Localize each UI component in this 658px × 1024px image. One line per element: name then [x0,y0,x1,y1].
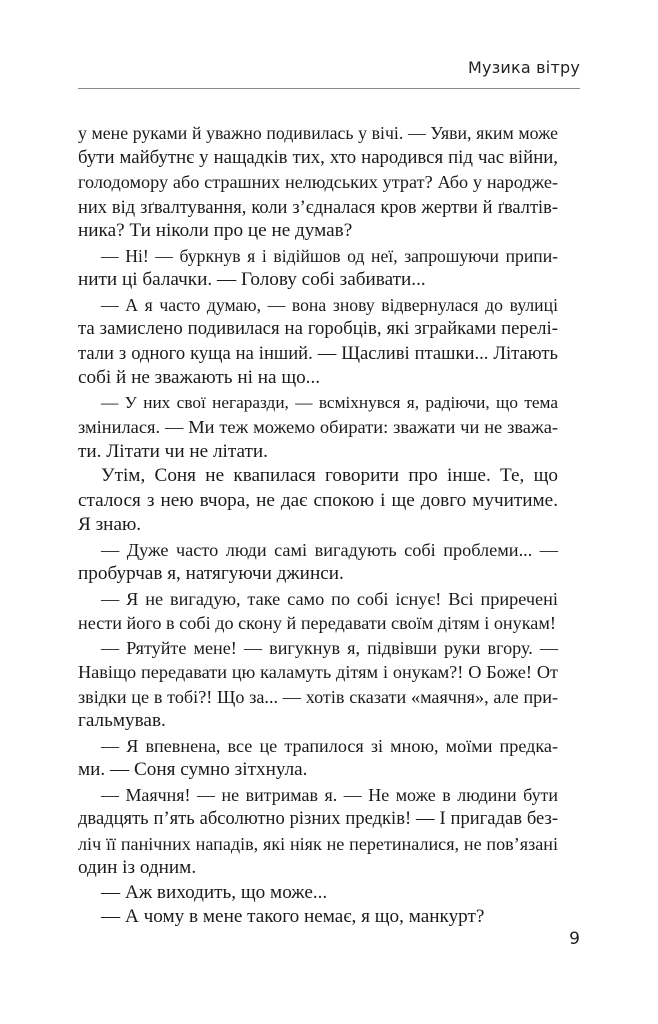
text-line: ліч її панічних нападів, які ніяк не перетиналися, не пов’язані [78,833,558,854]
text-line: — Рятуйте мене! — вигукнув я, підвівши руки вгору. — [101,637,558,658]
text-line: ти. Літати чи не літати. [78,440,268,462]
text-line: звідки це в тобі?! Що за... — хотів сказати «маячня», але при- [78,686,558,707]
text-line: собі й не зважають ні на що... [78,367,321,388]
text-line: — А чому в мене такого немає, я що, манкурт? [101,906,485,927]
text-line: тали з одного куща на інший. — Щасливі пташки... Літають [78,342,558,364]
text-line: — Дуже часто люди самі вигадують собі проблеми... — [101,539,558,560]
text-line: сталося з нею вчора, не дає спокою і ще довго мучитиме. [78,489,558,511]
text-line: голодомору або страшних нелюдських утрат? Або у народже- [78,172,558,192]
text-line: змінилася. — Ми теж можемо обирати: зважати чи не зважа- [78,417,558,437]
text-line: — Аж виходить, що може... [101,881,328,903]
text-line: Я знаю. [78,514,142,535]
text-line: Утім, Соня не квапилася говорити про інше. Те, що [101,465,558,486]
text-line: гальмував. [78,710,166,731]
text-line: один із одним. [78,857,197,878]
text-line: — Я впевнена, все це трапилося зі мною, моїми предка- [101,735,558,756]
text-line: бути майбутнє у нащадків тих, хто народився під час війни, [78,146,558,168]
text-line: нести його в собі до скону й передавати своїм дітям і онукам! [78,613,556,633]
text-line: та замислено подивилася на горобців, які зграйками перелі- [78,318,558,339]
text-line: — Я не вигадую, таке само по собі існує! Всі приречені [101,588,558,609]
book-text-body [78,121,558,930]
text-line: — А я часто думаю, — вона знову відвернулася до вулиці [101,294,558,315]
running-head-title: Музика вітру [468,58,580,77]
page-number: 9 [569,929,580,949]
text-line: у мене руками й уважно подивилась у вічі. — Уяви, яким може [78,123,558,143]
text-line: — У них свої негаразди, — всміхнувся я, радіючи, що тема [101,392,558,412]
text-line: — Ні! — буркнув я і відійшов од неї, запрошуючи припи- [101,245,558,266]
text-line: ника? Ти ніколи про це не думав? [78,220,353,241]
text-line: Навіщо передавати цю каламуть дітям і онукам?! О Боже! От [78,662,558,682]
running-head [78,56,580,89]
text-line: ми. — Соня сумно зітхнула. [78,759,308,780]
text-line: пробурчав я, натягуючи джинси. [78,563,344,584]
text-line: двадцять п’ять абсолютно різних предків! — І пригадав без- [78,808,558,829]
text-line: — Маячня! — не витримав я. — Не може в людини бути [101,784,558,805]
text-line: них від зґвалтування, коли з’єдналася кров жертви й ґвалтів- [78,196,558,217]
text-line: нити ці балачки. — Голову собі забивати... [78,269,426,290]
